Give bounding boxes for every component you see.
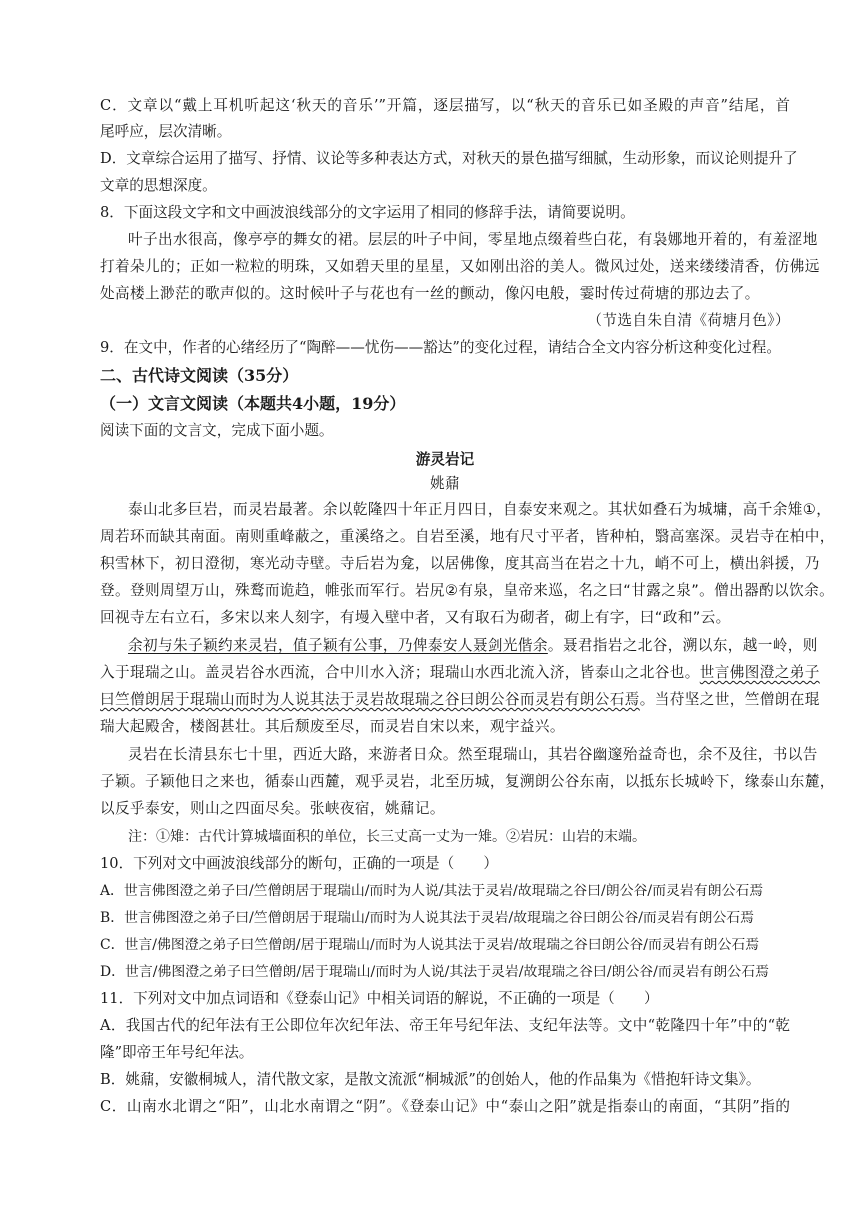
option-11b: B．姚鼐，安徽桐城人，清代散文家，是散文流派“桐城派”的创始人，他的作品集为《惜抱轩诗文集》。 (100, 1071, 761, 1088)
question-8: 8．下面这段文字和文中画波浪线部分的文字运用了相同的修辞手法，请简要说明。 (100, 204, 635, 221)
passage-p1-line5: 回视寺左右立石，多宋以来人刻字，有墁入壁中者，又有取石为砌者，砌上有字，曰“政和”云。 (100, 609, 731, 626)
passage-p1-line1: 泰山北多巨岩，而灵岩最著。余以乾隆四十年正月四日，自泰安来观之。其状如叠石为城墉，高千余雉①， (128, 501, 832, 518)
reading-instruction: 阅读下面的文言文，完成下面小题。 (100, 422, 334, 439)
passage-p3-line2: 子颖。子颖他日之来也，循泰山西麓，观乎灵岩，北至历城，复溯朗公谷东南，以抵东长城岭下，缘泰山东麓， (100, 773, 835, 790)
passage-p1-line4: 登。登则周望万山，殊鹜而诡趋，帷张而军行。岩尻②有泉，皇帝来巡，名之曰“甘露之泉”。僧出器酌以饮余。 (100, 582, 835, 599)
option-7d-line2: 文章的思想深度。 (100, 177, 217, 194)
option-10c: C．世言/佛图澄之弟子曰竺僧朗/居于琨瑞山/而时为人说其法于灵岩/故琨瑞之谷曰朗公谷/而灵岩有朗公石焉 (100, 937, 760, 953)
option-11c-line1: C．山南水北谓之“阳”，山北水南谓之“阴”。《登泰山记》中“泰山之阳”就是指泰山的南面，“其阴”指的 (100, 1098, 790, 1115)
passage-title: 游灵岩记 (415, 451, 475, 468)
passage-p1-line3: 积雪林下，初日澄彻，寒光动寺壁。寺后岩为龛，以居佛像，度其高当在岩之十九，峭不可上，横出斜援，乃 (100, 555, 820, 572)
passage-p2-line4: 瑞大起殿舍，楼阁甚壮。其后颓废至尽，而灵岩自宋以来，观宇益兴。 (100, 718, 565, 735)
excerpt-line2: 打着朵儿的；正如一粒粒的明珠，又如碧天里的星星，又如刚出浴的美人。微风过处，送来缕缕清香，仿佛远 (100, 258, 820, 275)
passage-notes: 注：①雉：古代计算城墙面积的单位，长三丈高一丈为一雉。②岩尻：山岩的末端。 (128, 829, 646, 845)
passage-p2-line2-text: 入于琨瑞之山。盖灵岩谷水西流，合中川水入济；琨瑞山水西北流入济，皆泰山之北谷也。 (100, 664, 700, 681)
subsection-heading-1: （一）文言文阅读（本题共4小题，19分） (100, 394, 406, 413)
section-heading-2: 二、古代诗文阅读（35分） (100, 366, 299, 385)
option-7c-line1: C．文章以“戴上耳机听起这‘秋天的音乐’”开篇，逐层描写，以“秋天的音乐已如圣殿的声音”结尾，首 (100, 97, 790, 114)
excerpt-line3: 处高楼上渺茫的歌声似的。这时候叶子与花也有一丝的颤动，像闪电般，霎时传过荷塘的那边去了。 (100, 285, 760, 302)
question-11: 11．下列对文中加点词语和《登泰山记》中相关词语的解说，不正确的一项是（ ） (100, 990, 659, 1007)
passage-p2-line3 (100, 690, 820, 710)
passage-p3-line1: 灵岩在长清县东七十里，西近大路，来游者日众。然至琨瑞山，其岩谷幽邃殆益奇也，余不及往，书以告 (128, 746, 818, 763)
option-7c-line2: 尾呼应，层次清晰。 (100, 123, 232, 140)
option-11a-line2: 隆”即帝王年号纪年法。 (100, 1044, 254, 1061)
passage-p3-line3: 以反乎泰安，则山之四面尽矣。张峡夜宿，姚鼐记。 (100, 800, 445, 817)
option-10d: D．世言/佛图澄之弟子曰竺僧朗/居于琨瑞山/而时为人说/其法于灵岩/故琨瑞之谷曰/朗公谷/而灵岩有朗公石焉 (100, 964, 769, 980)
passage-p2-line2 (100, 663, 820, 683)
option-10a: A．世言佛图澄之弟子曰/竺僧朗居于琨瑞山/而时为人说/其法于灵岩/故琨瑞之谷曰/朗公谷/而灵岩有朗公石焉 (100, 883, 764, 899)
option-11a-line1: A．我国古代的纪年法有王公即位年次纪年法、帝王年号纪年法、支纪年法等。文中“乾隆四十年”中的“乾 (100, 1017, 790, 1034)
underlined-sentence: 余初与朱子颖约来灵岩，值子颖有公事，乃俾泰安人聂剑光偕余 (128, 637, 548, 654)
passage-p2-line3-rest: 。当苻坚之世，竺僧朗在琨 (639, 691, 820, 708)
passage-author: 姚鼐 (430, 475, 460, 492)
question-9: 9．在文中，作者的心绪经历了“陶醉——忧伤——豁达”的变化过程，请结合全文内容分析这种变化过程。 (100, 339, 781, 356)
question-10: 10．下列对文中画波浪线部分的断句，正确的一项是（ ） (100, 855, 499, 872)
option-7d-line1: D．文章综合运用了描写、抒情、议论等多种表达方式，对秋天的景色描写细腻，生动形象，而议论则提升了 (100, 150, 798, 167)
passage-p2-line1 (128, 636, 818, 656)
option-10b: B．世言佛图澄之弟子曰/竺僧朗居于琨瑞山/而时为人说其法于灵岩/故琨瑞之谷曰朗公谷/而灵岩有朗公石焉 (100, 910, 755, 926)
passage-p1-line2: 周若环而缺其南面。南则重峰蔽之，重溪络之。自岩至溪，地有尺寸平者，皆种柏，翳高塞深。灵岩寺在柏中， (100, 528, 835, 545)
excerpt-line1: 叶子出水很高，像亭亭的舞女的裙。层层的叶子中间，零星地点缀着些白花，有袅娜地开着的，有羞涩地 (128, 231, 818, 248)
wavy-sentence-part2: 曰竺僧朗居于琨瑞山而时为人说其法于灵岩故琨瑞之谷曰朗公谷而灵岩有朗公石焉 (100, 691, 640, 708)
wavy-sentence-part1: 世言佛图澄之弟子 (699, 664, 820, 681)
passage-p2-line1-rest: 。聂君指岩之北谷，溯以东，越一岭，则 (547, 637, 818, 654)
excerpt-source: （节选自朱自清《荷塘月色》） (587, 312, 790, 329)
